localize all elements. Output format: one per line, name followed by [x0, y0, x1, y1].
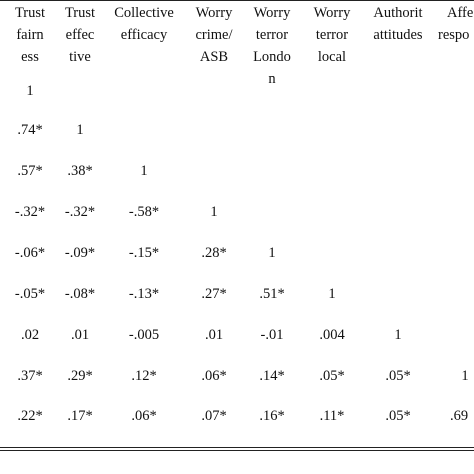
col-header-trust-effective	[58, 2, 102, 68]
table-cell: .11*	[319, 408, 345, 424]
col-header-collective-efficacy	[108, 2, 180, 46]
table-cell: -.08*	[64, 286, 96, 302]
header-line: terror	[315, 27, 349, 43]
table-row	[0, 325, 474, 345]
header-line: fairn	[16, 27, 44, 43]
header-line: effec	[65, 27, 95, 43]
col-header-worry-terror-london	[246, 2, 298, 90]
table-row	[0, 120, 474, 140]
table-cell: .37*	[17, 368, 43, 384]
table-cell: .05*	[319, 368, 345, 384]
table-bottom-rule-double	[0, 450, 474, 451]
table-cell: 1	[461, 368, 469, 384]
col-header-trust-fairness	[8, 2, 52, 68]
header-line: attitudes	[373, 27, 423, 43]
table-cell: 1	[26, 83, 34, 99]
table-cell: 1	[140, 163, 148, 179]
table-cell: -.09*	[64, 245, 96, 261]
header-line: Trust	[64, 5, 96, 21]
header-line: Affe	[447, 5, 474, 21]
table-cell: .01	[204, 327, 224, 343]
table-cell: -.05*	[14, 286, 46, 302]
table-cell: .51*	[259, 286, 285, 302]
table-cell: .05*	[385, 408, 411, 424]
table-cell: -.32*	[14, 204, 46, 220]
header-line: crime/	[195, 27, 233, 43]
table-cell: .01	[70, 327, 90, 343]
table-cell: 1	[76, 122, 84, 138]
header-line: Worry	[195, 5, 233, 21]
header-line: Londo	[253, 49, 291, 65]
col-header-authorit-attitudes	[364, 2, 432, 46]
table-cell: .17*	[67, 408, 93, 424]
table-row	[0, 284, 474, 304]
table-cell: .06*	[201, 368, 227, 384]
table-cell: .004	[319, 327, 345, 343]
table-cell: .74*	[17, 122, 43, 138]
header-line: ASB	[199, 49, 229, 65]
table-cell: 1	[268, 245, 276, 261]
header-line: local	[317, 49, 347, 65]
table-cell: .14*	[259, 368, 285, 384]
header-line: Worry	[253, 5, 291, 21]
table-cell: .12*	[131, 368, 157, 384]
table-cell: .27*	[201, 286, 227, 302]
table-cell: .16*	[259, 408, 285, 424]
table-cell: .28*	[201, 245, 227, 261]
table-cell: -.01	[260, 327, 284, 343]
header-line: ess	[21, 49, 39, 65]
col-header-worry-crime-asb	[186, 2, 242, 68]
table-cell: 1	[210, 204, 218, 220]
header-line: efficacy	[120, 27, 168, 43]
table-cell: -.13*	[128, 286, 160, 302]
table-top-rule	[0, 0, 474, 1]
header-line: terror	[255, 27, 289, 43]
table-row	[0, 243, 474, 263]
table-cell: 1	[394, 327, 402, 343]
table-cell: -.58*	[128, 204, 160, 220]
header-line: Authorit	[373, 5, 423, 21]
table-row	[0, 366, 474, 386]
col-header-worry-terror-local	[306, 2, 358, 68]
table-cell: .57*	[17, 163, 43, 179]
table-cell: .02	[20, 327, 40, 343]
header-line: n	[268, 71, 276, 87]
table-cell: 1	[328, 286, 336, 302]
table-cell: -.15*	[128, 245, 160, 261]
table-bottom-rule	[0, 447, 474, 448]
table-cell: .05*	[385, 368, 411, 384]
table-row	[0, 81, 474, 101]
table-cell: .69	[450, 408, 469, 424]
table-cell: .38*	[67, 163, 93, 179]
table-cell: .07*	[201, 408, 227, 424]
table-row	[0, 406, 474, 426]
table-cell: .06*	[131, 408, 157, 424]
table-row	[0, 161, 474, 181]
header-line: tive	[69, 49, 91, 65]
table-row	[0, 202, 474, 222]
header-line: respo	[438, 27, 470, 43]
table-cell: .29*	[67, 368, 93, 384]
header-line: Worry	[313, 5, 351, 21]
table-cell: -.32*	[64, 204, 96, 220]
header-line: Collective	[114, 5, 174, 21]
table-cell: .22*	[17, 408, 43, 424]
col-header-affect-response	[436, 2, 474, 46]
header-line: Trust	[14, 5, 46, 21]
table-cell: -.06*	[14, 245, 46, 261]
table-cell: -.005	[128, 327, 160, 343]
